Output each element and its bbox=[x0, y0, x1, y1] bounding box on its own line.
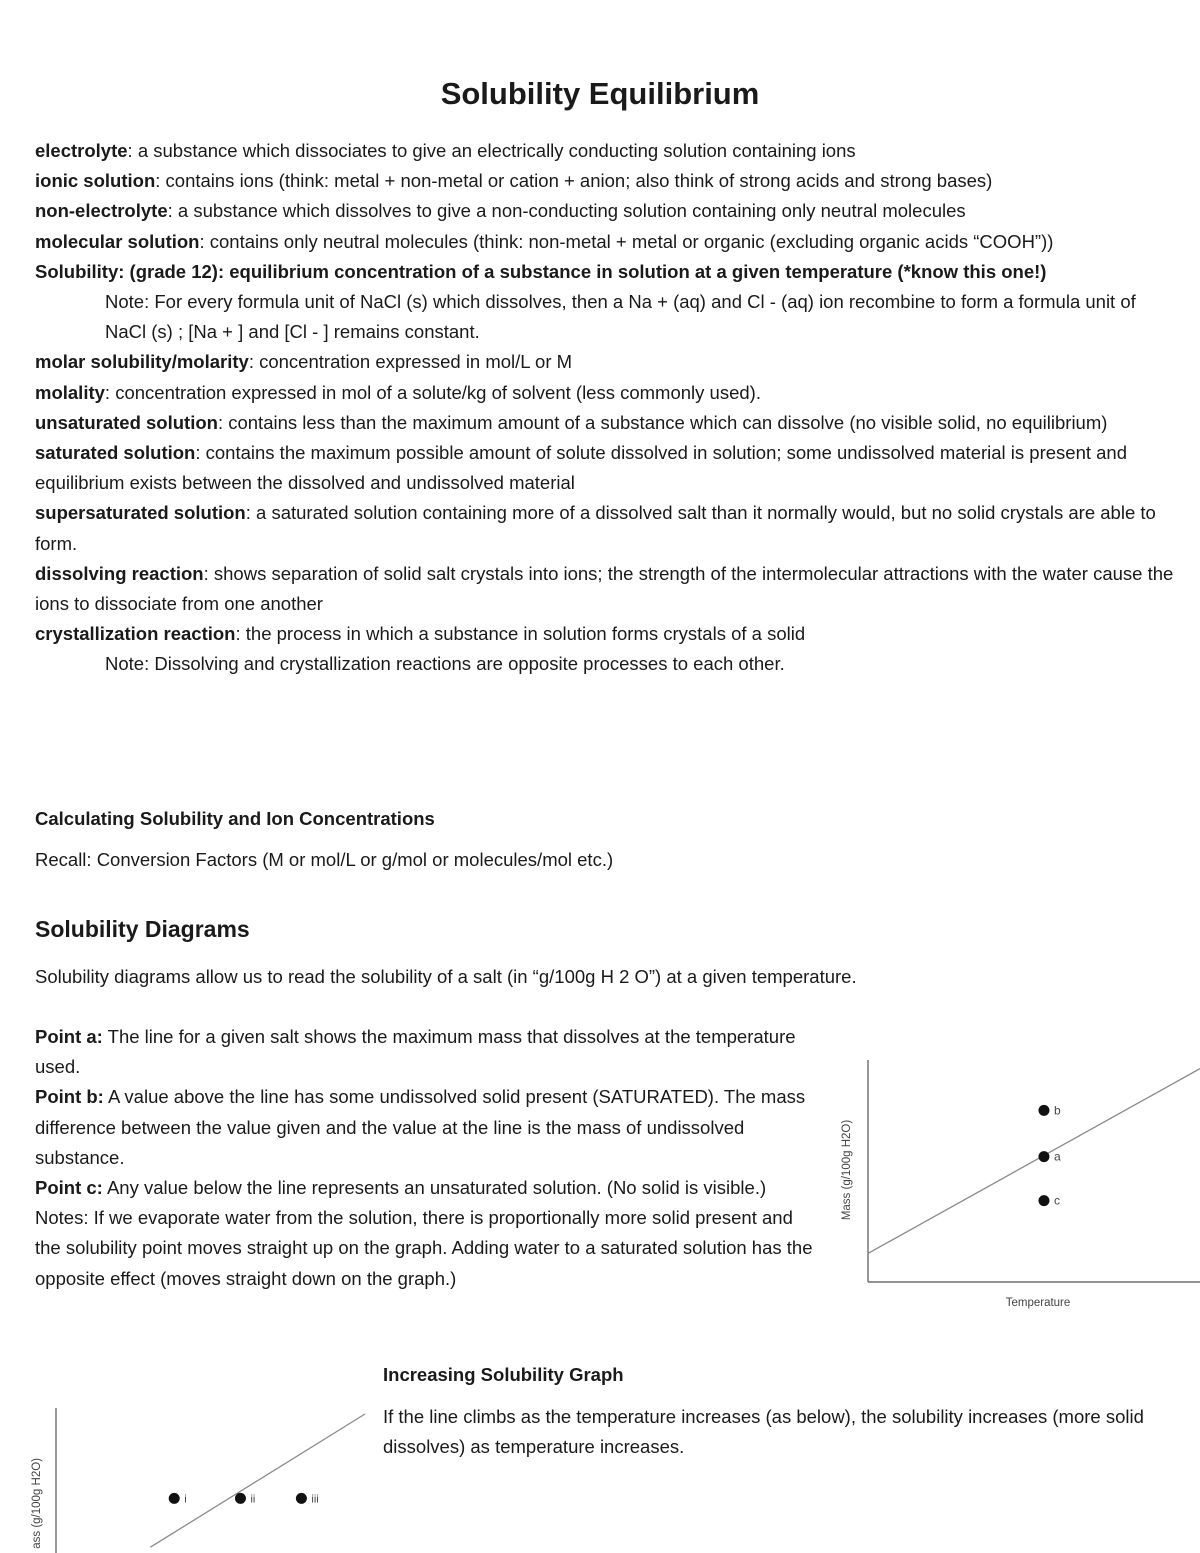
point-label-i: i bbox=[184, 1493, 187, 1506]
point-label-c: c bbox=[1053, 1193, 1060, 1208]
increasing-heading: Increasing Solubility Graph bbox=[383, 1364, 624, 1385]
y-axis-label: ass (g/100g H2O) bbox=[31, 1458, 43, 1549]
definition-text: : contains ions (think: metal + non-metal or cation + anion; also think of strong acids and strong bases) bbox=[155, 170, 993, 192]
definition-item bbox=[35, 166, 1065, 196]
definition-text: : contains the maximum possible amount of solute dissolved in solution; some undissolved material is present and equilibrium exists between the dissolved and undissolved material bbox=[35, 442, 1128, 494]
point-label-iii: iii bbox=[311, 1493, 319, 1506]
diagrams-intro: Solubility diagrams allow us to read the solubility of a salt (in “g/100g H 2 O”) at a given temperature. bbox=[35, 966, 857, 987]
definition-text: : a saturated solution containing more of a dissolved salt than it normally would, but no solid crystals are able to form. bbox=[35, 502, 1156, 554]
definition-text: : a substance which dissociates to give an electrically conducting solution containing ions bbox=[127, 140, 856, 161]
solubility-chart bbox=[830, 1050, 1200, 1320]
data-point-ii bbox=[235, 1493, 246, 1504]
definition-item bbox=[35, 196, 1175, 226]
point-c-text: Any value below the line represents an unsaturated solution. (No solid is visible.) bbox=[102, 1177, 767, 1199]
solubility-line bbox=[868, 1069, 1200, 1254]
definition-term: non-electrolyte bbox=[35, 200, 168, 222]
definition-term: electrolyte bbox=[35, 140, 128, 161]
definition-item bbox=[35, 438, 1175, 498]
definition-text: : a substance which dissolves to give a non-conducting solution containing only neutral molecules bbox=[167, 200, 966, 222]
point-b-text: A value above the line has some undissolved solid present (SATURATED). The mass difference between the value given and the value at the line is the mass of undissolved substance. bbox=[35, 1086, 806, 1168]
definition-term: dissolving reaction bbox=[35, 562, 204, 584]
point-label-b: b bbox=[1053, 1103, 1061, 1118]
definition-text: : concentration expressed in mol of a solute/kg of solvent (less commonly used). bbox=[104, 381, 761, 403]
definitions-list bbox=[35, 136, 1175, 680]
definition-note: Note: For every formula unit of NaCl (s) which dissolves, then a Na + (aq) and Cl - (aq) ion recombine to form a formula unit of NaCl (s) ; [Na + ] and [Cl - ] remains constant. bbox=[105, 291, 1136, 343]
points-explanation bbox=[35, 1022, 815, 1294]
definition-term: molecular solution bbox=[35, 230, 200, 252]
definition-item bbox=[35, 136, 1175, 166]
page-title: Solubility Equilibrium bbox=[440, 76, 760, 111]
point-label-ii: ii bbox=[250, 1493, 256, 1506]
solubility-line bbox=[150, 1414, 365, 1547]
point-label-a: a bbox=[1053, 1149, 1061, 1164]
definition-term: saturated solution bbox=[35, 442, 196, 464]
definition-item bbox=[35, 227, 1115, 257]
definition-term: molality bbox=[35, 381, 105, 403]
increasing-solubility-chart bbox=[0, 1400, 370, 1553]
x-axis-label: Temperature bbox=[1005, 1297, 1071, 1309]
calc-heading: Calculating Solubility and Ion Concentrations bbox=[35, 808, 435, 829]
definition-term: supersaturated solution bbox=[35, 502, 246, 524]
definition-term: molar solubility/molarity bbox=[35, 351, 249, 373]
definition-item bbox=[35, 408, 1175, 438]
definition-term: ionic solution bbox=[35, 170, 156, 192]
definition-item bbox=[35, 378, 1175, 408]
diagram-notes: Notes: If we evaporate water from the solution, there is proportionally more solid present and the solubility point moves straight up on the graph. Adding water to a saturated solution has the opposite effect (moves straight down on the graph.) bbox=[35, 1207, 813, 1289]
point-c-label: Point c: bbox=[35, 1177, 103, 1199]
definition-text: : contains less than the maximum amount of a substance which can dissolve (no visible solid, no equilibrium) bbox=[217, 411, 1108, 433]
definition-item bbox=[35, 559, 1175, 619]
definition-term: Solubility: (grade 12): equilibrium concentration of a substance in solution at a given temperature (*know this one!) bbox=[35, 260, 1047, 282]
definition-term: crystallization reaction bbox=[35, 623, 236, 645]
data-point-i bbox=[169, 1493, 180, 1504]
increasing-text: If the line climbs as the temperature increases (as below), the solubility increases (more solid dissolves) as temperature increases. bbox=[383, 1406, 1144, 1458]
diagrams-heading: Solubility Diagrams bbox=[35, 916, 250, 942]
point-a-label: Point a: bbox=[35, 1026, 103, 1047]
data-point-iii bbox=[296, 1493, 307, 1504]
definition-item bbox=[35, 347, 1175, 377]
point-a bbox=[35, 1022, 815, 1082]
definition-text: : contains only neutral molecules (think: non-metal + metal or organic (excluding organic acids “COOH”)) bbox=[199, 230, 1054, 252]
y-axis-label: Mass (g/100g H2O) bbox=[841, 1119, 853, 1221]
definition-item bbox=[35, 498, 1175, 558]
definition-text: : concentration expressed in mol/L or M bbox=[248, 351, 573, 373]
definition-text: : shows separation of solid salt crystals into ions; the strength of the intermolecular attractions with the water cause the ions to dissociate from one another bbox=[35, 562, 1174, 615]
point-a-text: The line for a given salt shows the maximum mass that dissolves at the temperature used. bbox=[35, 1026, 796, 1078]
definition-term: unsaturated solution bbox=[35, 411, 218, 433]
data-point-a bbox=[1038, 1151, 1049, 1162]
definition-item bbox=[35, 257, 1175, 287]
definition-text: : the process in which a substance in solution forms crystals of a solid bbox=[235, 623, 806, 645]
calc-recall: Recall: Conversion Factors (M or mol/L or g/mol or molecules/mol etc.) bbox=[35, 849, 614, 870]
definition-note: Note: Dissolving and crystallization reactions are opposite processes to each other. bbox=[105, 653, 785, 675]
point-b bbox=[35, 1082, 815, 1173]
point-b-label: Point b: bbox=[35, 1086, 104, 1108]
point-c bbox=[35, 1173, 815, 1203]
data-point-c bbox=[1038, 1195, 1049, 1206]
data-point-b bbox=[1038, 1105, 1049, 1116]
definition-item bbox=[35, 619, 1175, 649]
